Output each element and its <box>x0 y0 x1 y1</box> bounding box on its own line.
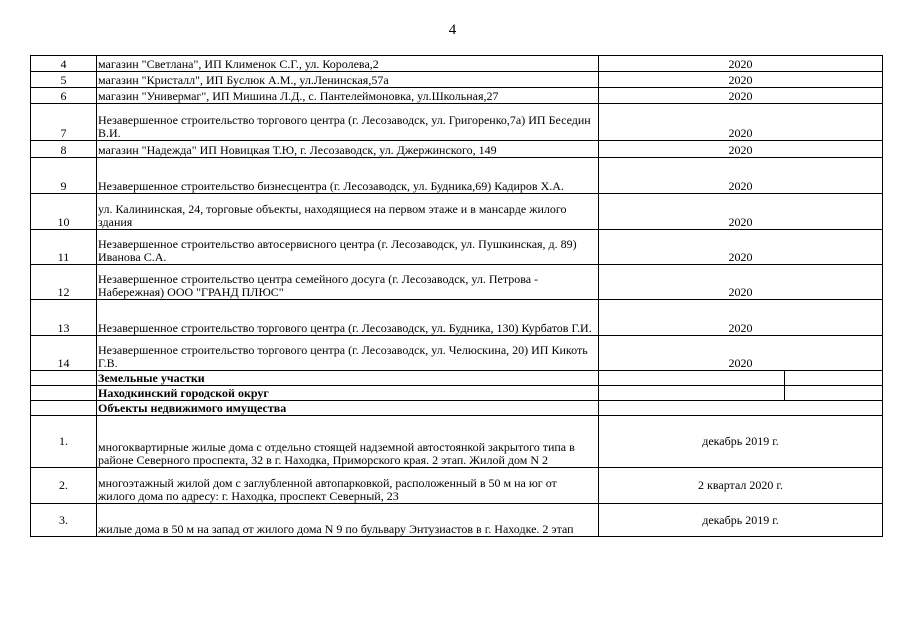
row-date: декабрь 2019 г. <box>599 416 883 468</box>
row-date: 2020 <box>599 230 883 265</box>
table-row <box>31 336 883 371</box>
row-number: 14 <box>31 336 97 371</box>
row-description: Незавершенное строительство автосервисного центра (г. Лесозаводск, ул. Пушкинская, д. 89) Иванова С.А. <box>97 230 599 265</box>
table-row <box>31 72 883 88</box>
row-number: 2. <box>31 468 97 504</box>
row-description: магазин "Надежда" ИП Новицкая Т.Ю, г. Лесозаводск, ул. Джержинского, 149 <box>97 141 599 158</box>
table-row <box>31 104 883 141</box>
row-number: 12 <box>31 265 97 300</box>
row-number: 11 <box>31 230 97 265</box>
section-row-real-estate <box>31 401 883 416</box>
row-date: 2020 <box>599 104 883 141</box>
row-description: Незавершенное строительство торгового центра (г. Лесозаводск, ул. Григоренко,7а) ИП Беседин В.И. <box>97 104 599 141</box>
row-description: Незавершенное строительство торгового центра (г. Лесозаводск, ул. Будника, 130) Курбатов Г.И. <box>97 300 599 336</box>
table-row <box>31 56 883 72</box>
row-number: 6 <box>31 88 97 104</box>
row-date: 2020 <box>599 56 883 72</box>
row-date: 2 квартал 2020 г. <box>599 468 883 504</box>
section-row-land-plots <box>31 371 883 386</box>
row-date: 2020 <box>599 194 883 230</box>
row-number: 3. <box>31 504 97 537</box>
row-description: многоквартирные жилые дома с отдельно стоящей надземной автостоянкой закрытого типа в районе Северного проспекта, 32 в г. Находка, Приморского края. 2 этап. Жилой дом N 2 <box>97 416 599 468</box>
table-row <box>31 230 883 265</box>
row-date: декабрь 2019 г. <box>599 504 883 537</box>
table-row <box>31 158 883 194</box>
table-row <box>31 504 883 537</box>
row-date: 2020 <box>599 336 883 371</box>
section-row-nakhodka <box>31 386 883 401</box>
page-number: 4 <box>448 22 457 38</box>
row-description: Незавершенное строительство центра семейного досуга (г. Лесозаводск, ул. Петрова - Набережная) ООО "ГРАНД ПЛЮС" <box>97 265 599 300</box>
row-date: 2020 <box>599 72 883 88</box>
row-description: ул. Калининская, 24, торговые объекты, находящиеся на первом этаже и в мансарде жилого здания <box>97 194 599 230</box>
row-number: 10 <box>31 194 97 230</box>
row-description: магазин "Светлана", ИП Клименок С.Г., ул. Королева,2 <box>97 56 599 72</box>
row-description: магазин "Кристалл", ИП Буслюк А.М., ул.Ленинская,57а <box>97 72 599 88</box>
row-number: 4 <box>31 56 97 72</box>
table-row <box>31 141 883 158</box>
table-row <box>31 194 883 230</box>
objects-table <box>30 55 883 537</box>
table-row <box>31 265 883 300</box>
row-date: 2020 <box>599 300 883 336</box>
section-title: Объекты недвижимого имущества <box>97 401 599 416</box>
table-row <box>31 416 883 468</box>
row-number: 1. <box>31 416 97 468</box>
row-number: 7 <box>31 104 97 141</box>
table-row <box>31 468 883 504</box>
table-row <box>31 88 883 104</box>
section-title: Находкинский городской округ <box>97 386 599 401</box>
row-date: 2020 <box>599 158 883 194</box>
row-date: 2020 <box>599 265 883 300</box>
row-number: 5 <box>31 72 97 88</box>
row-description: Незавершенное строительство бизнесцентра (г. Лесозаводск, ул. Будника,69) Кадиров Х.А. <box>97 158 599 194</box>
row-date: 2020 <box>599 88 883 104</box>
row-description: магазин "Универмаг", ИП Мишина Л.Д., с. Пантелеймоновка, ул.Школьная,27 <box>97 88 599 104</box>
row-description: жилые дома в 50 м на запад от жилого дома N 9 по бульвару Энтузиастов в г. Находке. 2 этап <box>97 504 599 537</box>
table-row <box>31 300 883 336</box>
row-description: многоэтажный жилой дом с заглубленной автопарковкой, расположенный в 50 м на юг от жилого дома по адресу: г. Находка, проспект Северный, 23 <box>97 468 599 504</box>
row-number: 8 <box>31 141 97 158</box>
row-number: 9 <box>31 158 97 194</box>
row-date: 2020 <box>599 141 883 158</box>
row-number: 13 <box>31 300 97 336</box>
section-title: Земельные участки <box>97 371 599 386</box>
row-description: Незавершенное строительство торгового центра (г. Лесозаводск, ул. Челюскина, 20) ИП Кикоть Г.В. <box>97 336 599 371</box>
